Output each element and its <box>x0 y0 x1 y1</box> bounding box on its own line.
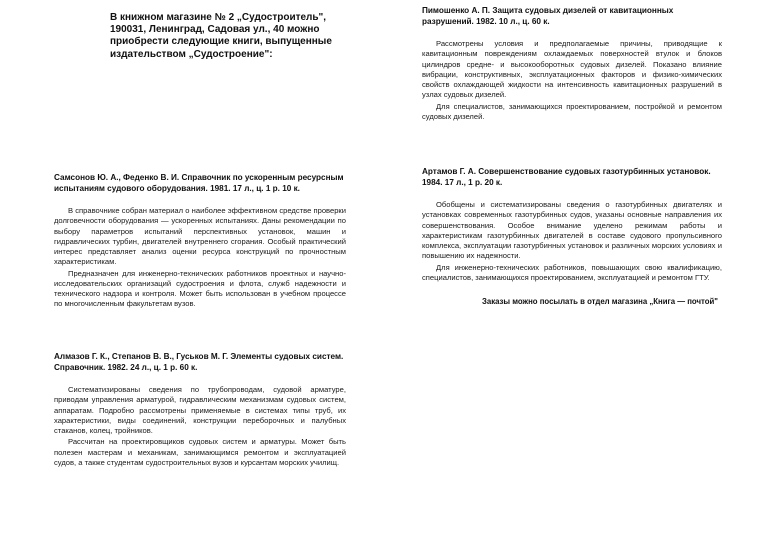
book-entry-artamov <box>422 167 722 284</box>
book-description <box>54 385 346 468</box>
book-entry-pimoshenko <box>422 6 722 123</box>
description-paragraph: Обобщены и систематизированы сведения о газотурбинных двигателях и установках современных газотурбинных судов, указаны основные направления их совершенствования. Особое внимание уделено режимам работы и характеристикам газотурбинных двигателей в составе судового пропульсивного комплекса, эксплуатации газотурбинных установок и различных морских условиях и повышению их надежности. <box>422 200 722 261</box>
book-description <box>422 39 722 122</box>
order-note-text: Заказы можно посылать в отдел магазина „Книга — почтой" <box>481 297 718 306</box>
book-description <box>422 200 722 283</box>
description-paragraph: Предназначен для инженерно-технических работников проектных и научно-исследовательских организаций судостроения и флота, служб надежности и технического надзора и контроля. Может быть использован в учебном процессе по многочисленным факультетам вузов. <box>54 268 346 309</box>
book-title: Пимошенко А. П. Защита судовых дизелей от кавитационных разрушений. 1982. 10 л., ц. 60 к. <box>422 6 674 26</box>
book-entry-samsonov <box>54 173 346 311</box>
description-paragraph: Рассмотрены условия и предполагаемые причины, приводящие к кавитационным повреждениям охлаждаемых поверхностей втулок и блоков цилиндров средне- и высокооборотных судовых дизелей. Показано влияние вибрации, конструктивных, эксплуатационных факторов и физико-химических свойств охлаждающей жидкости на интенсивность кавитационных разрушений в узлах судовых дизелей. <box>422 39 722 100</box>
shop-announcement <box>110 12 360 61</box>
shop-announcement-text: В книжном магазине № 2 „Судостроитель", 190031, Ленинград, Садовая ул., 40 можно приобрести следующие книги, выпущенные издательством „Судостроение": <box>110 12 332 60</box>
order-note <box>478 297 718 306</box>
description-paragraph: Систематизированы сведения по трубопроводам, судовой арматуре, приводам управления арматурой, гидравлическим механизмам судовых систем, аппаратам. Подробно рассмотрены применяемые в системах типы труб, их характеристики, виды соединений, конструкции переборочных и палубных стаканов, колец, тройников. <box>54 385 346 435</box>
description-paragraph: Для инженерно-технических работников, повышающих свою квалификацию, специалистов, занимающихся проектированием, эксплуатацией и ремонтом ГТУ. <box>422 262 722 282</box>
description-paragraph: Для специалистов, занимающихся проектированием, постройкой и ремонтом судовых дизелей. <box>422 101 722 121</box>
description-paragraph: В справочнике собран материал о наиболее эффективном средстве проверки долговечности оборудования — ускоренных испытаниях. Даны рекомендации по выбору параметров испытаний перспективных установок, машин и гидравлических турбин, двигателей внутреннего сгорания. Особый практический интерес представляет анализ оценки ресурса конструкций по прочностным характеристикам. <box>54 206 346 267</box>
book-description <box>54 206 346 310</box>
book-title: Самсонов Ю. А., Феденко В. И. Справочник по ускоренным ресурсным испытаниям судового оборудования. 1981. 17 л., ц. 1 р. 10 к. <box>54 173 344 193</box>
book-entry-almazov <box>54 352 346 469</box>
book-title: Артамов Г. А. Совершенствование судовых газотурбинных установок. 1984. 17 л., 1 р. 20 к. <box>422 167 711 187</box>
book-title: Алмазов Г. К., Степанов В. В., Гуськов М. Г. Элементы судовых систем. Справочник. 1982. 24 л., ц. 1 р. 60 к. <box>54 352 344 372</box>
description-paragraph: Рассчитан на проектировщиков судовых систем и арматуры. Может быть полезен мастерам и механикам, занимающимся ремонтом и эксплуатацией судов, а также студентам судостроительных вузов и курсантам морских училищ. <box>54 437 346 467</box>
